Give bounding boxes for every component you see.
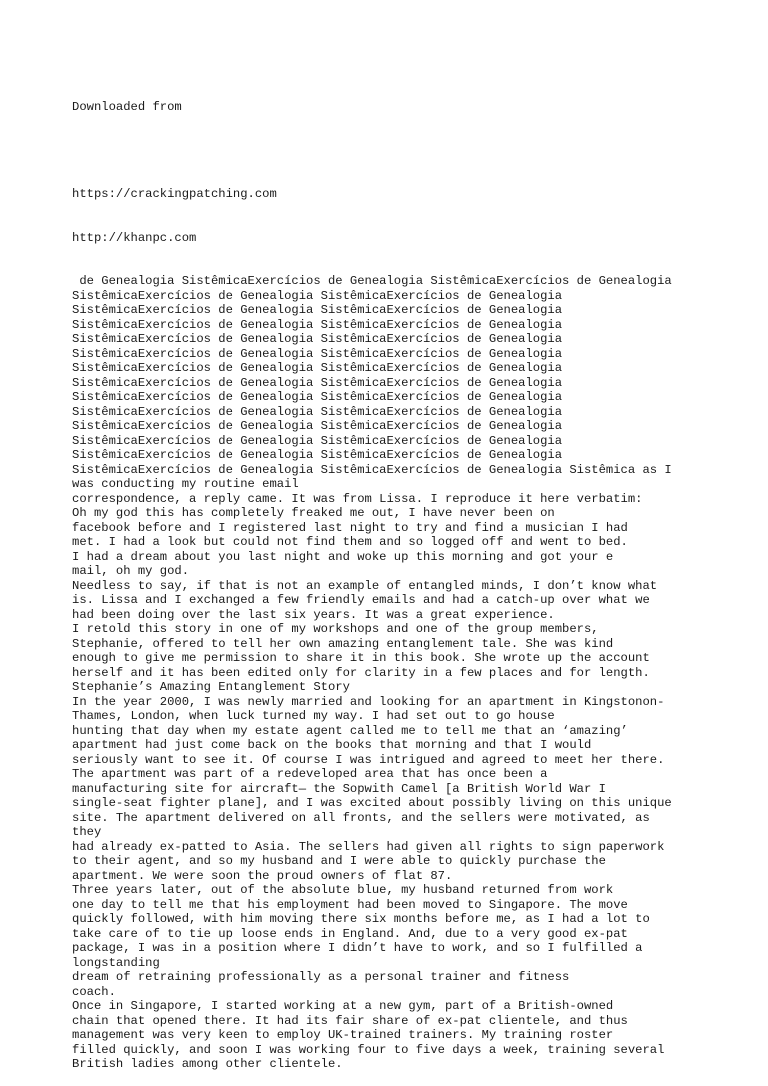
- text-line: to their agent, and so my husband and I were able to quickly purchase the: [72, 854, 606, 868]
- text-line: SistêmicaExercícios de Genealogia SistêmicaExercícios de Genealogia: [72, 303, 563, 317]
- text-line: I retold this story in one of my workshops and one of the group members,: [72, 622, 599, 636]
- text-line: Stephanie’s Amazing Entanglement Story: [72, 680, 350, 694]
- text-line: Once in Singapore, I started working at a new gym, part of a British-owned: [72, 999, 614, 1013]
- text-line: management was very keen to employ UK-trained trainers. My training roster: [72, 1028, 614, 1042]
- source-link[interactable]: http://khanpc.com: [72, 230, 197, 245]
- text-line: met. I had a look but could not find them and so logged off and went to bed.: [72, 535, 628, 549]
- text-line: manufacturing site for aircraft— the Sopwith Camel [a British World War I: [72, 781, 606, 796]
- text-line: herself and it has been edited only for clarity in a few places and for length.: [72, 665, 650, 680]
- text-line: had already ex-patted to Asia. The sellers had given all rights to sign paperwork: [72, 839, 665, 854]
- text-line: is. Lissa and I exchanged a few friendly emails and had a catch-up over what we: [72, 593, 650, 607]
- text-line: seriously want to see it. Of course I was intrigued and agreed to meet her there.: [72, 752, 665, 767]
- text-line: take care of to tie up loose ends in England. And, due to a very good ex-pat: [72, 926, 628, 941]
- text-line: Three years later, out of the absolute blue, my husband returned from work: [72, 883, 614, 897]
- text-line: package, I was in a position where I didn’t have to work, and so I fulfilled a: [72, 941, 643, 955]
- text-line: SistêmicaExercícios de Genealogia SistêmicaExercícios de Genealogia: [72, 404, 563, 419]
- text-line: had been doing over the last six years. It was a great experience.: [72, 607, 555, 622]
- text-line: SistêmicaExercícios de Genealogia SistêmicaExercícios de Genealogia: [72, 317, 563, 332]
- document-body: [72, 274, 712, 1072]
- text-line: British ladies among other clientele.: [72, 1057, 343, 1071]
- text-line: de Genealogia SistêmicaExercícios de Genealogia SistêmicaExercícios de Genealogia: [72, 274, 672, 288]
- text-line: single-seat fighter plane], and I was excited about possibly living on this unique: [72, 796, 672, 810]
- text-line: Stephanie, offered to tell her own amazing entanglement tale. She was kind: [72, 636, 614, 651]
- text-line: SistêmicaExercícios de Genealogia SistêmicaExercícios de Genealogia Sistêmica as I: [72, 462, 672, 477]
- text-line: SistêmicaExercícios de Genealogia SistêmicaExercícios de Genealogia: [72, 375, 563, 390]
- text-line: one day to tell me that his employment had been moved to Singapore. The move: [72, 897, 628, 912]
- text-line: SistêmicaExercícios de Genealogia SistêmicaExercícios de Genealogia: [72, 390, 563, 404]
- text-line: they: [72, 825, 102, 839]
- text-line: Needless to say, if that is not an example of entangled minds, I don’t know what: [72, 578, 658, 593]
- text-line: SistêmicaExercícios de Genealogia SistêmicaExercícios de Genealogia: [72, 288, 563, 303]
- document-page: [72, 71, 712, 1086]
- text-line: was conducting my routine email: [72, 477, 299, 491]
- download-header: Downloaded from: [72, 100, 182, 114]
- text-line: The apartment was part of a redeveloped area that has once been a: [72, 767, 548, 781]
- text-line: hunting that day when my estate agent called me to tell me that an ‘amazing’: [72, 723, 628, 738]
- text-line: apartment. We were soon the proud owners of flat 87.: [72, 868, 453, 883]
- text-line: mail, oh my god.: [72, 564, 190, 578]
- text-line: In the year 2000, I was newly married and looking for an apartment in Kingstonon-: [72, 694, 665, 709]
- text-line: apartment had just come back on the books that morning and that I would: [72, 738, 592, 752]
- text-line: SistêmicaExercícios de Genealogia SistêmicaExercícios de Genealogia: [72, 448, 563, 462]
- text-line: Oh my god this has completely freaked me out, I have never been on: [72, 506, 555, 520]
- text-line: chain that opened there. It had its fair share of ex-pat clientele, and thus: [72, 1013, 628, 1028]
- text-line: dream of retraining professionally as a personal trainer and fitness: [72, 970, 570, 984]
- text-line: longstanding: [72, 955, 160, 970]
- text-line: SistêmicaExercícios de Genealogia SistêmicaExercícios de Genealogia: [72, 361, 563, 375]
- text-line: quickly followed, with him moving there six months before me, as I had a lot to: [72, 912, 650, 926]
- spacer: [72, 144, 712, 159]
- text-line: Thames, London, when luck turned my way. I had set out to go house: [72, 709, 555, 723]
- source-link[interactable]: https://crackingpatching.com: [72, 187, 277, 201]
- text-line: facebook before and I registered last night to try and find a musician I had: [72, 520, 628, 535]
- text-line: SistêmicaExercícios de Genealogia SistêmicaExercícios de Genealogia: [72, 346, 563, 361]
- text-line: SistêmicaExercícios de Genealogia SistêmicaExercícios de Genealogia: [72, 419, 563, 433]
- text-line: coach.: [72, 984, 116, 999]
- text-line: site. The apartment delivered on all fronts, and the sellers were motivated, as: [72, 810, 650, 825]
- text-line: filled quickly, and soon I was working four to five days a week, training several: [72, 1042, 665, 1057]
- text-line: correspondence, a reply came. It was from Lissa. I reproduce it here verbatim:: [72, 491, 643, 506]
- text-line: SistêmicaExercícios de Genealogia SistêmicaExercícios de Genealogia: [72, 433, 563, 448]
- text-line: SistêmicaExercícios de Genealogia SistêmicaExercícios de Genealogia: [72, 332, 563, 346]
- text-line: enough to give me permission to share it in this book. She wrote up the account: [72, 651, 650, 665]
- text-line: I had a dream about you last night and woke up this morning and got your e: [72, 549, 614, 564]
